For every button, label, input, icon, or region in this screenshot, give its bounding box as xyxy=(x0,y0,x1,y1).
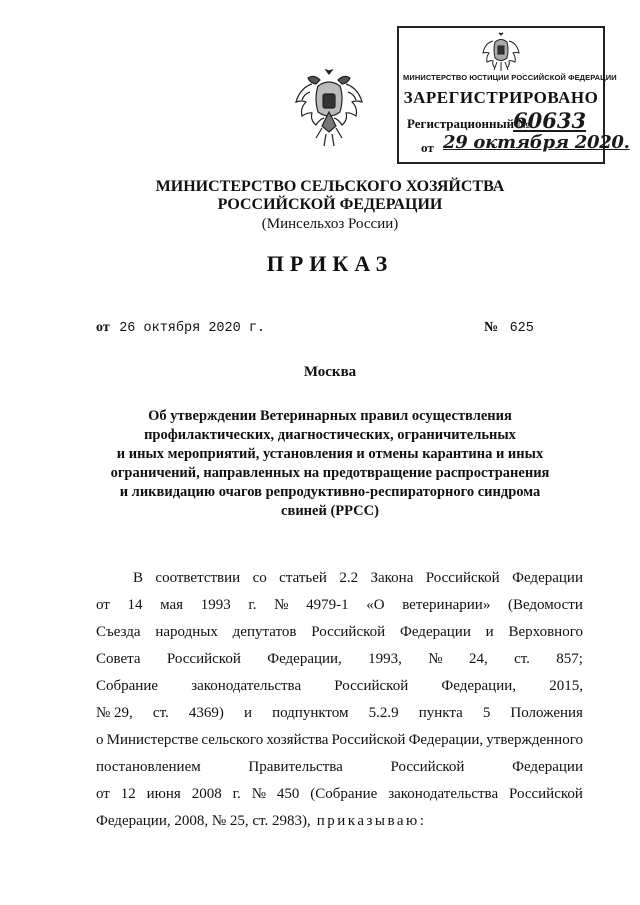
body-word: Закона xyxy=(370,570,414,586)
body-line xyxy=(96,678,583,695)
body-word: 857; xyxy=(556,651,583,667)
body-last-line-text: Федерации, 2008, № 25, ст. 2983), xyxy=(96,813,311,829)
body-word: 4369) xyxy=(188,705,224,721)
body-line xyxy=(96,624,583,641)
body-line xyxy=(96,732,583,749)
body-word: 12 xyxy=(120,786,136,802)
body-word: 1993, xyxy=(368,651,402,667)
body-word: депутатов xyxy=(232,624,297,640)
body-word: Российской xyxy=(166,651,241,667)
body-word: утвержденного xyxy=(486,732,583,748)
body-word: Министерстве xyxy=(106,732,199,748)
subject-line: свиней (РРСС) xyxy=(281,503,379,519)
body-word: законодательства xyxy=(191,678,302,694)
body-word: Федерации, xyxy=(267,651,342,667)
coat-of-arms-emblem xyxy=(290,68,368,152)
body-word: 2008 xyxy=(191,786,222,802)
stamp-date-label: от xyxy=(421,140,434,155)
body-word: народных xyxy=(155,624,218,640)
body-word: сельского xyxy=(201,732,264,748)
order-number-prefix: № xyxy=(484,320,499,335)
body-word: 14 xyxy=(127,597,143,613)
body-word: 24, xyxy=(468,651,488,667)
body-word: 450 xyxy=(276,786,300,802)
stamp-registered-label: ЗАРЕГИСТРИРОВАНО xyxy=(403,88,599,107)
body-word: «О xyxy=(366,597,385,613)
body-word: 5 xyxy=(482,705,491,721)
body-word: и xyxy=(243,705,252,721)
body-word: Совета xyxy=(96,651,141,667)
body-word: № xyxy=(274,597,289,613)
body-word: 4979-1 xyxy=(306,597,349,613)
body-word: Федерации, xyxy=(441,678,517,694)
body-word: Российской xyxy=(509,786,583,802)
body-word: мая xyxy=(160,597,184,613)
body-line xyxy=(96,597,583,614)
body-line xyxy=(96,651,583,668)
double-headed-eagle-icon xyxy=(290,68,368,152)
stamp-registration-number-label: Регистрационный № xyxy=(407,116,531,131)
body-word: Российской xyxy=(331,732,406,748)
body-word: Российской xyxy=(334,678,409,694)
stamp-date-value: 29 октября 2020. xyxy=(443,132,630,153)
body-word: законодательства xyxy=(388,786,499,802)
body-word: соответствии xyxy=(155,570,241,586)
body-word: июня xyxy=(146,786,181,802)
body-word: Российской xyxy=(425,570,500,586)
body-word: (Ведомости xyxy=(507,597,583,613)
body-word: хозяйства xyxy=(266,732,329,748)
body-order-word: приказываю: xyxy=(316,813,427,829)
body-word: постановлением xyxy=(96,759,201,775)
body-word: Российской xyxy=(311,624,386,640)
body-word: Верховного xyxy=(508,624,583,640)
ministry-short-name: (Минсельхоз России) xyxy=(261,216,399,232)
body-word: Федерации xyxy=(400,624,471,640)
subject-line: и ликвидацию очагов репродуктивно-респираторного синдрома xyxy=(119,484,541,500)
order-number-value: 625 xyxy=(509,321,534,336)
body-word: от xyxy=(96,597,110,613)
subject-line: и иных мероприятий, установления и отмены карантина и иных xyxy=(116,446,544,462)
body-word: и xyxy=(485,624,494,640)
stamp-eagle-icon xyxy=(479,32,523,74)
order-date xyxy=(96,320,265,336)
body-word: Федерации xyxy=(512,759,583,775)
subject-line: ограничений, направленных на предотвращение распространения xyxy=(110,465,550,481)
body-word: № xyxy=(428,651,443,667)
body-line xyxy=(96,813,583,830)
body-word: Положения xyxy=(510,705,583,721)
body-word: о xyxy=(96,732,104,748)
subject-line: Об утверждении Ветеринарных правил осуществления xyxy=(148,408,512,424)
body-line xyxy=(96,759,583,776)
body-word: подпунктом xyxy=(272,705,349,721)
body-word: № xyxy=(251,786,267,802)
body-word: со xyxy=(252,570,267,586)
body-word: Собрание xyxy=(96,678,159,694)
body-word: Федерации, xyxy=(408,732,484,748)
ministry-name-line2: РОССИЙСКОЙ ФЕДЕРАЦИИ xyxy=(217,196,443,213)
order-date-prefix: от xyxy=(96,320,110,335)
order-number xyxy=(484,320,534,336)
stamp-ministry-name: МИНИСТЕРСТВО ЮСТИЦИИ РОССИЙСКОЙ ФЕДЕРАЦИИ xyxy=(403,73,617,82)
ministry-name-line1: МИНИСТЕРСТВО СЕЛЬСКОГО ХОЗЯЙСТВА xyxy=(155,178,505,195)
body-word: г. xyxy=(232,786,241,802)
subject-line: профилактических, диагностических, ограничительных xyxy=(144,427,516,443)
order-city: Москва xyxy=(303,364,357,380)
body-word: № 29, xyxy=(96,705,133,721)
registration-stamp xyxy=(397,26,630,164)
body-line xyxy=(96,705,583,722)
body-line xyxy=(96,786,583,803)
body-word: (Собрание xyxy=(310,786,378,802)
stamp-registration-number-value: 60633 xyxy=(513,108,587,133)
body-word: Федерации xyxy=(512,570,583,586)
body-word: статьей xyxy=(279,570,327,586)
body-word: Съезда xyxy=(96,624,141,640)
body-word: ст. xyxy=(514,651,530,667)
order-date-value: 26 октября 2020 г. xyxy=(119,321,266,336)
body-word: г. xyxy=(248,597,257,613)
body-word: 5.2.9 xyxy=(368,705,399,721)
body-word: 2015, xyxy=(549,678,583,694)
body-word: Российской xyxy=(390,759,465,775)
body-word: ст. xyxy=(152,705,169,721)
body-word: 1993 xyxy=(200,597,231,613)
body-line xyxy=(133,570,583,587)
body-word: пункта xyxy=(418,705,463,721)
document-title: ПРИКАЗ xyxy=(266,251,394,276)
body-word: Правительства xyxy=(248,759,343,775)
body-word: от xyxy=(96,786,110,802)
body-word: В xyxy=(133,570,144,586)
body-word: 2.2 xyxy=(339,570,359,586)
body-word: ветеринарии» xyxy=(402,597,491,613)
